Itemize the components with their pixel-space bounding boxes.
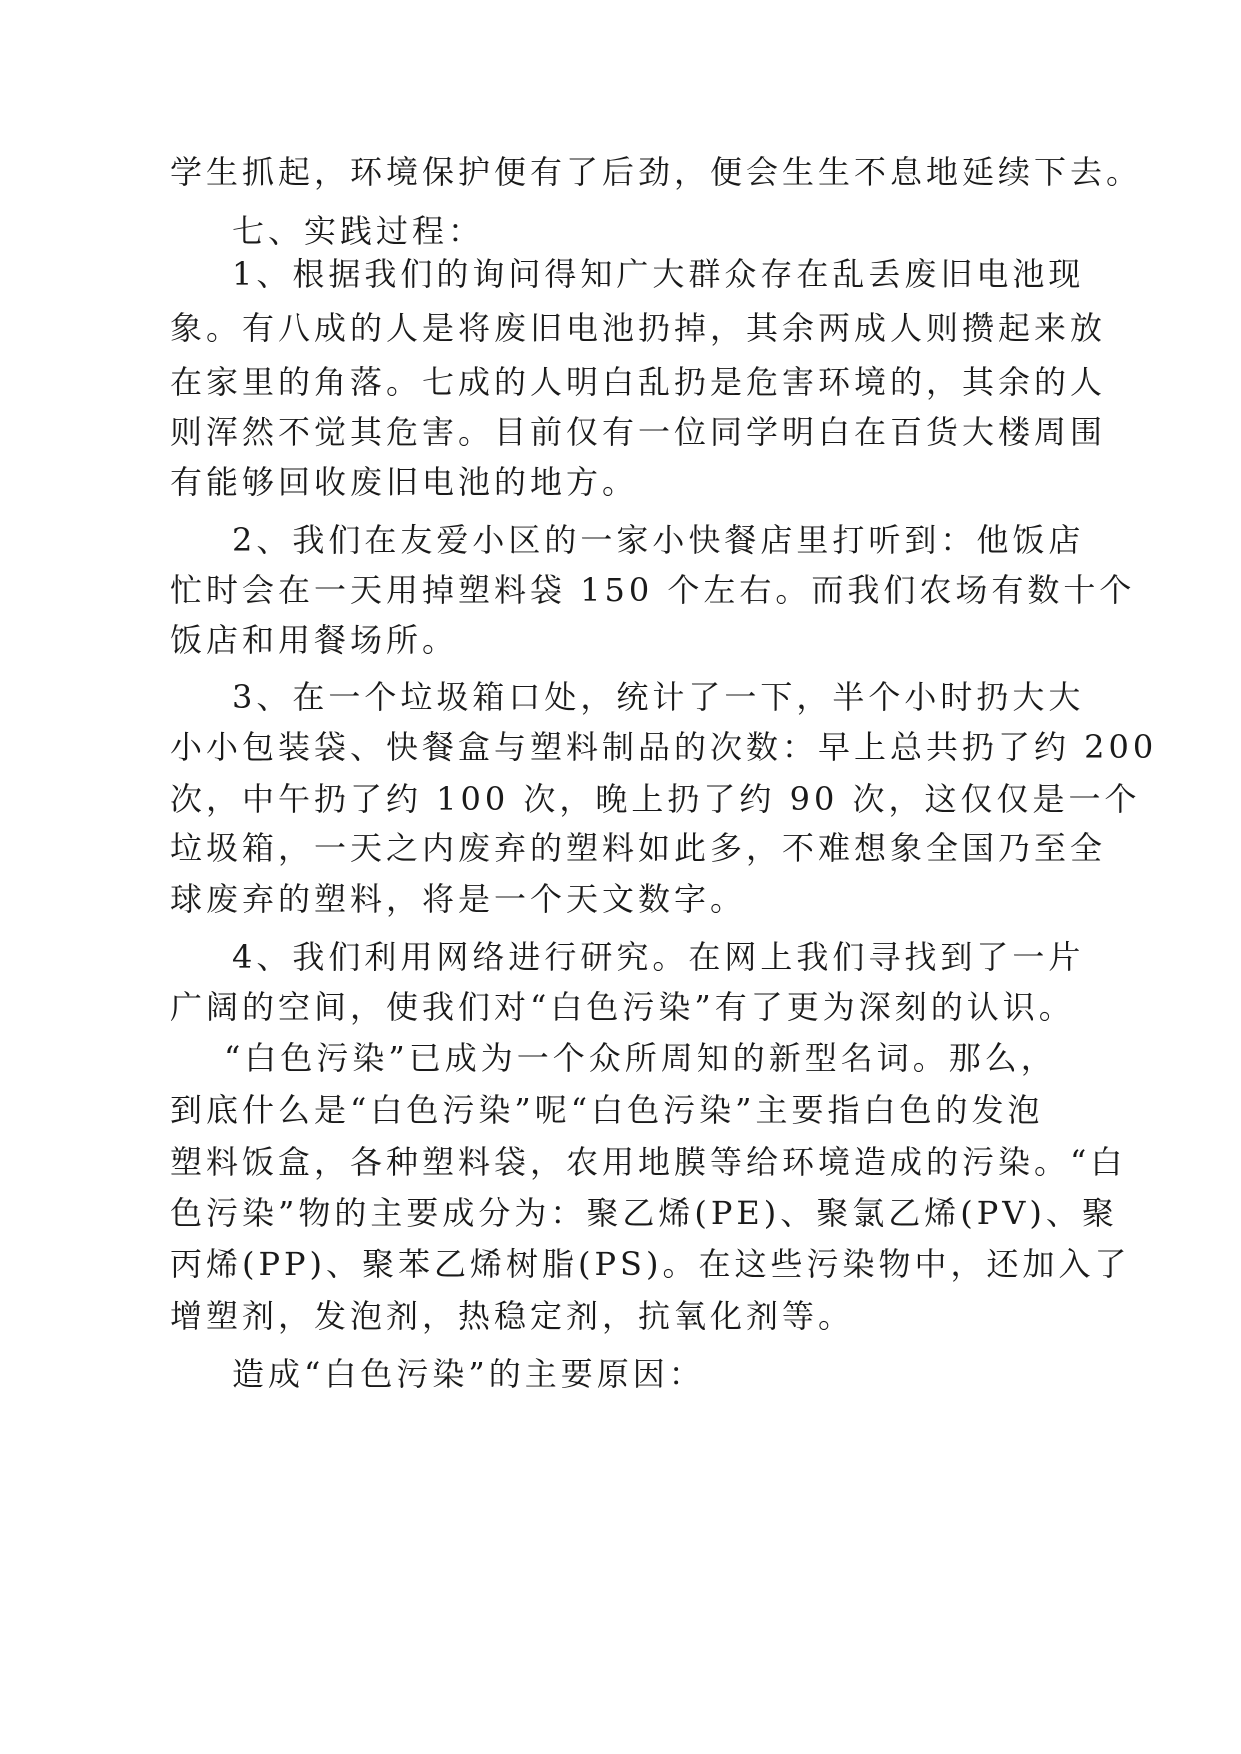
text-line: 次，中午扔了约 100 次，晚上扔了约 90 次，这仅仅是一个 <box>170 780 1141 818</box>
text-line: 垃圾箱，一天之内废弃的塑料如此多，不难想象全国乃至全 <box>170 829 1107 867</box>
text-line: 塑料饭盒，各种塑料袋，农用地膜等给环境造成的污染。“白 <box>170 1143 1127 1181</box>
section-heading: 七、实践过程： <box>232 212 485 250</box>
text-line: 1、根据我们的询问得知广大群众存在乱丢废旧电池现 <box>232 255 1085 293</box>
text-line: 在家里的角落。七成的人明白乱扔是危害环境的，其余的人 <box>170 363 1107 401</box>
text-line: 广阔的空间，使我们对“白色污染”有了更为深刻的认识。 <box>170 988 1075 1026</box>
text-line: 饭店和用餐场所。 <box>170 621 459 659</box>
text-line: 有能够回收废旧电池的地方。 <box>170 463 639 501</box>
text-line: “白色污染”已成为一个众所周知的新型名词。那么， <box>224 1039 1057 1077</box>
text-line: 增塑剂，发泡剂，热稳定剂，抗氧化剂等。 <box>170 1297 855 1335</box>
text-line: 2、我们在友爱小区的一家小快餐店里打听到：他饭店 <box>232 521 1085 559</box>
text-line: 丙烯(PP)、聚苯乙烯树脂(PS)。在这些污染物中，还加入了 <box>170 1245 1131 1283</box>
text-line: 3、在一个垃圾箱口处，统计了一下，半个小时扔大大 <box>232 678 1085 716</box>
text-line: 到底什么是“白色污染”呢“白色污染”主要指白色的发泡 <box>170 1091 1044 1129</box>
text-line: 则浑然不觉其危害。目前仅有一位同学明白在百货大楼周围 <box>170 413 1107 451</box>
text-line: 小小包装袋、快餐盒与塑料制品的次数：早上总共扔了约 200 <box>170 728 1158 766</box>
text-line: 球废弃的塑料，将是一个天文数字。 <box>170 880 747 918</box>
text-line: 色污染”物的主要成分为：聚乙烯(PE)、聚氯乙烯(PV)、聚 <box>170 1194 1118 1232</box>
text-line: 象。有八成的人是将废旧电池扔掉，其余两成人则攒起来放 <box>170 309 1107 347</box>
text-line: 4、我们利用网络进行研究。在网上我们寻找到了一片 <box>232 938 1085 976</box>
text-line: 忙时会在一天用掉塑料袋 150 个左右。而我们农场有数十个 <box>170 571 1136 609</box>
text-line: 造成“白色污染”的主要原因： <box>232 1355 705 1393</box>
text-line: 学生抓起，环境保护便有了后劲，便会生生不息地延续下去。 <box>170 153 1143 191</box>
